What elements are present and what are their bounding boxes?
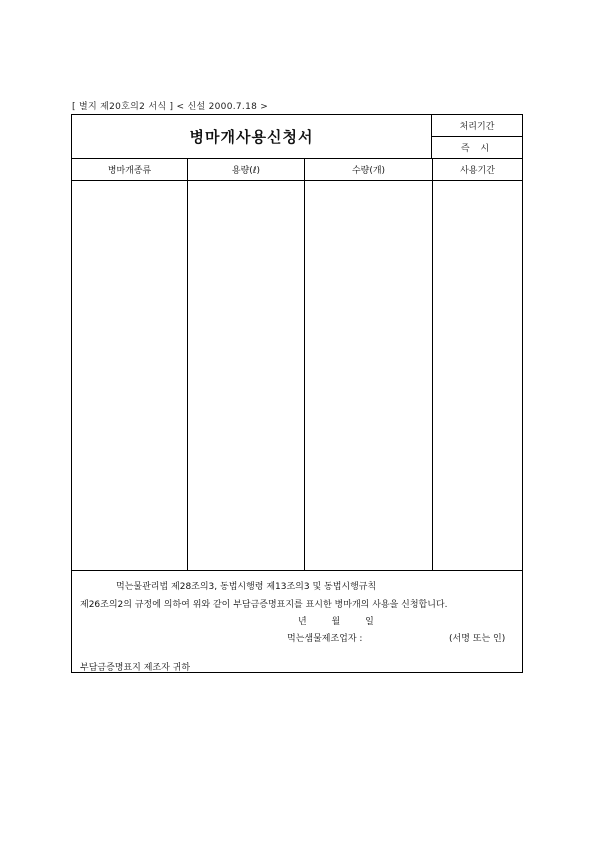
column-header-cap-type: 병마개종류 <box>72 159 188 181</box>
application-statement <box>72 571 522 672</box>
signature-label[interactable]: (서명 또는 인) <box>449 634 506 644</box>
column-header-usage-period: 사용기간 <box>433 159 522 181</box>
capacity-entry-area[interactable] <box>188 181 305 571</box>
applicant-label: 먹는샘물제조업자 : <box>287 634 363 644</box>
column-header-quantity: 수량(개) <box>305 159 433 181</box>
form-reference-note: [ 별지 제20호의2 서식 ] < 신설 2000.7.18 > <box>72 102 269 112</box>
title-cell <box>72 115 432 159</box>
quantity-entry-area[interactable] <box>305 181 433 571</box>
form-title: 병마개사용신청서 <box>189 128 314 146</box>
column-header-capacity: 용량(ℓ) <box>188 159 305 181</box>
usage-period-entry-area[interactable] <box>433 181 522 571</box>
statement-line-2: 제26조의2의 규정에 의하여 위와 같이 부담금증명표지를 표시한 병마개의 사용을 신청합니다. <box>80 600 448 610</box>
cap-type-entry-area[interactable] <box>72 181 188 571</box>
processing-period-value: 즉 시 <box>432 137 522 159</box>
date-line[interactable]: 년 월 일 <box>298 617 374 627</box>
processing-period-label: 처리기간 <box>432 115 522 137</box>
statement-line-1: 먹는물관리법 제28조의3, 동법시행령 제13조의3 및 동법시행규칙 <box>116 582 377 592</box>
recipient-line: 부담금증명표지 제조자 귀하 <box>80 663 191 673</box>
application-form <box>71 114 523 673</box>
